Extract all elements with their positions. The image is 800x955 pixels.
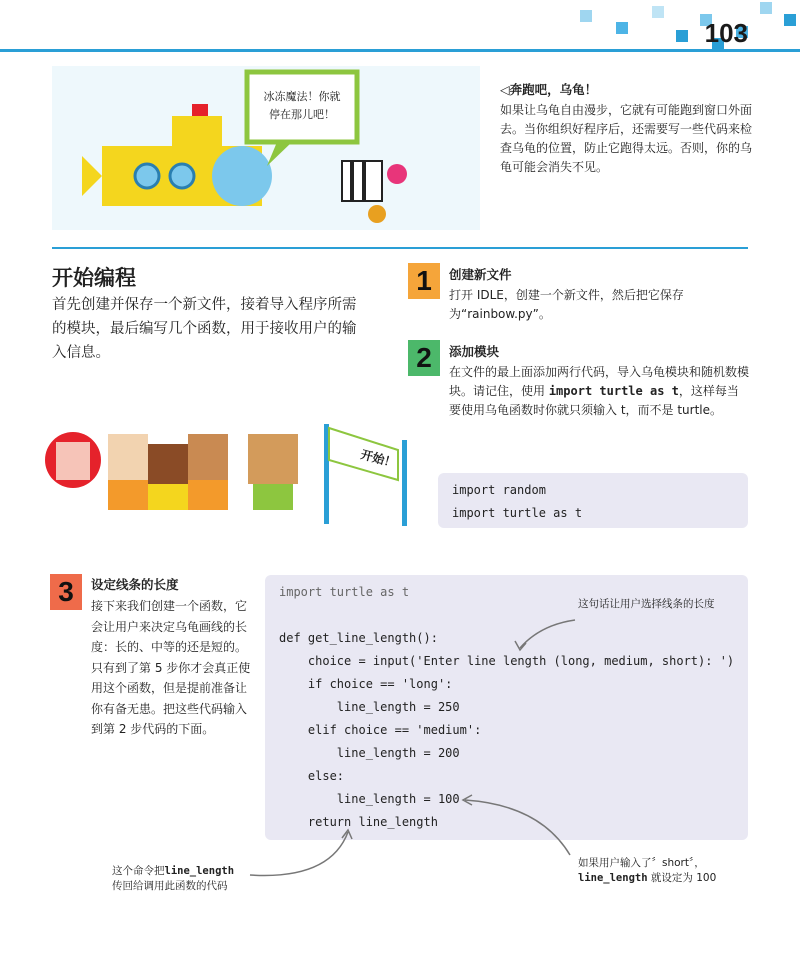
input-annotation: 这句话让用户选择线条的长度 <box>578 598 715 610</box>
code-line: import turtle as t <box>279 585 410 599</box>
step-2-text-b: ，这样每当要使用乌龟函数时你就只须输入 t，而不是 turtle。 <box>449 384 739 417</box>
short-annotation <box>578 856 758 886</box>
step-2-text-a: 在文件的最上面添加两行代码，导入乌龟模块和随机数模块。请记住，使用 <box>449 365 750 398</box>
step-1-badge: 1 <box>408 263 440 299</box>
code-line: if choice == 'long': <box>279 677 453 691</box>
speech-text-2: 停在那儿吧！ <box>269 108 335 121</box>
step-3-badge: 3 <box>50 574 82 610</box>
return-note-a: 这个命令把 <box>112 865 165 877</box>
step-1-text: 打开 IDLE，创建一个新文件，然后把它保存为“rainbow.py”。 <box>449 288 684 321</box>
step-2-title: 添加模块 <box>449 344 500 359</box>
code-line: import random <box>452 483 546 497</box>
short-note-b: 就设定为 100 <box>647 872 717 884</box>
step-3-text: 接下来我们创建一个函数，它会让用户来决定乌龟画线的长度：长的、中等的还是短的。只有到了第 5 步你才会真正使用这个函数，但是提前准备让你有备无患。把这些代码输入到第 2 步代码的下面。 <box>91 599 251 736</box>
return-note-code: line_length <box>164 865 235 877</box>
page-number: 103 <box>704 18 748 48</box>
arrow-to-input <box>520 620 575 648</box>
code-line: import turtle as t <box>452 506 583 520</box>
code-line: choice = input('Enter line length (long, medium, short): ') <box>279 654 735 668</box>
code-line: return line_length <box>279 815 438 829</box>
code-line: def get_line_length(): <box>279 631 438 645</box>
code-line: elif choice == 'medium': <box>279 723 482 737</box>
sidebar-text: 如果让乌龟自由漫步，它就有可能跑到窗口外面去。当你组织好程序后，还需要写一些代码来检查乌龟的位置，防止它跑得太远。否则，你的乌龟可能会消失不见。 <box>500 103 753 174</box>
code-line: line_length = 100 <box>279 792 460 806</box>
step-3-title: 设定线条的长度 <box>91 577 179 592</box>
sign-text: 开始！ <box>359 447 398 471</box>
short-note-a: 如果用户输入了〞short〞， <box>578 857 705 869</box>
sidebar-title: ◁奔跑吧，乌龟！ <box>500 82 598 97</box>
speech-text-1: 冰冻魔法！你就 <box>263 90 341 103</box>
short-note-code: line_length <box>578 872 648 884</box>
step-2-badge: 2 <box>408 340 440 376</box>
code-line: line_length = 200 <box>279 746 460 760</box>
code-line: line_length = 250 <box>279 700 460 714</box>
section-intro: 首先创建并保存一个新文件，接着导入程序所需的模块，最后编写几个函数，用于接收用户的输入信息。 <box>52 297 357 361</box>
arrow-to-short <box>465 800 570 855</box>
step-1-title: 创建新文件 <box>449 267 512 282</box>
return-note-b: 传回给调用此函数的代码 <box>112 880 228 892</box>
section-title: 开始编程 <box>52 266 136 290</box>
step-2-code: import turtle as t <box>548 384 679 398</box>
code-line: else: <box>279 769 345 783</box>
return-annotation <box>112 864 262 894</box>
arrow-to-return <box>250 832 348 875</box>
